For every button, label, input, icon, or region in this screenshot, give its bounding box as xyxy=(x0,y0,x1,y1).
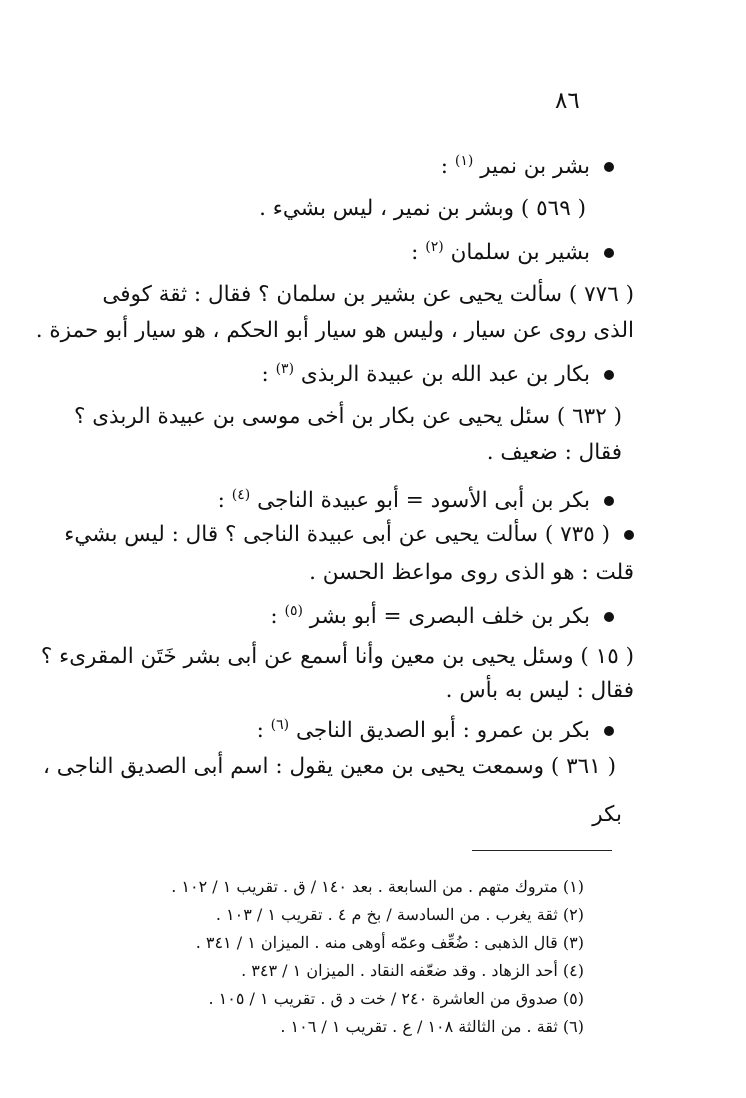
entry-text: الذى روى عن سيار ، وليس هو سيار أبو الحكم ، هو سيار أبو حمزة . xyxy=(35,318,634,343)
bullet-icon xyxy=(604,726,614,736)
entry-heading: بكر بن أبى الأسود = أبو عبيدة الناجى $^{(٤)}$ : xyxy=(218,480,614,516)
bullet-icon xyxy=(604,496,614,506)
entry-text: ( ١٥ ) وسئل يحيى بن معين وأنا أسمع عن أبى بشر خَتَن المقرىء ؟ xyxy=(40,644,634,669)
footnote: (٥) صدوق من العاشرة ٢٤٠ / خت د ق . تقريب ١ / ١٠٥ . xyxy=(208,989,584,1008)
entry-heading: بكر بن خلف البصرى = أبو بشر $^{(٥)}$ : xyxy=(270,596,614,632)
bullet-icon xyxy=(604,370,614,380)
entry-heading: بكر بن عمرو : أبو الصديق الناجى $^{(٦)}$ : xyxy=(257,710,614,746)
entry-text: فقال : ضعيف . xyxy=(486,440,622,465)
entry-text: ( ٥٦٩ ) وبشر بن نمير ، ليس بشيء . xyxy=(259,196,586,221)
entry-text: ( ٣٦١ ) وسمعت يحيى بن معين يقول : اسم أبى الصديق الناجى ، xyxy=(42,754,616,779)
entry-text: ( ٦٣٢ ) سئل يحيى عن بكار بن أخى موسى بن عبيدة الربذى ؟ xyxy=(73,404,622,429)
page-number: ٨٦ xyxy=(555,88,580,114)
footnote: (٢) ثقة يغرب . من السادسة / بخ م ٤ . تقريب ١ / ١٠٣ . xyxy=(215,905,584,924)
bullet-icon xyxy=(604,162,614,172)
footnote: (٦) ثقة . من الثالثة ١٠٨ / ع . تقريب ١ / ١٠٦ . xyxy=(280,1017,584,1036)
entry-text: قلت : هو الذى روى مواعظ الحسن . xyxy=(309,560,634,585)
footnote-separator xyxy=(472,850,612,851)
bullet-icon xyxy=(604,248,614,258)
bullet-icon xyxy=(604,612,614,622)
entry-text: ( ٧٣٥ ) سألت يحيى عن أبى عبيدة الناجى ؟ قال : ليس بشيء xyxy=(64,520,634,550)
entry-text: بكر xyxy=(592,802,622,827)
entry-heading: بشير بن سلمان $^{(٢)}$ : xyxy=(411,232,614,268)
entry-heading: بشر بن نمير $^{(١)}$ : xyxy=(441,146,614,182)
entry-heading: بكار بن عبد الله بن عبيدة الربذى $^{(٣)}$ : xyxy=(261,354,614,390)
entry-text: فقال : ليس به بأس . xyxy=(445,678,634,703)
bullet-icon xyxy=(624,530,634,540)
footnote: (٤) أحد الزهاد . وقد ضعّفه النقاد . الميزان ١ / ٣٤٣ . xyxy=(241,961,584,980)
footnote: (١) متروك متهم . من السابعة . بعد ١٤٠ / ق . تقريب ١ / ١٠٢ . xyxy=(171,877,584,896)
entry-text: ( ٧٧٦ ) سألت يحيى عن بشير بن سلمان ؟ فقال : ثقة كوفى xyxy=(102,282,634,307)
footnote: (٣) قال الذهبى : ضُعِّف وعمّه أوهى منه . الميزان ١ / ٣٤١ . xyxy=(195,933,584,952)
